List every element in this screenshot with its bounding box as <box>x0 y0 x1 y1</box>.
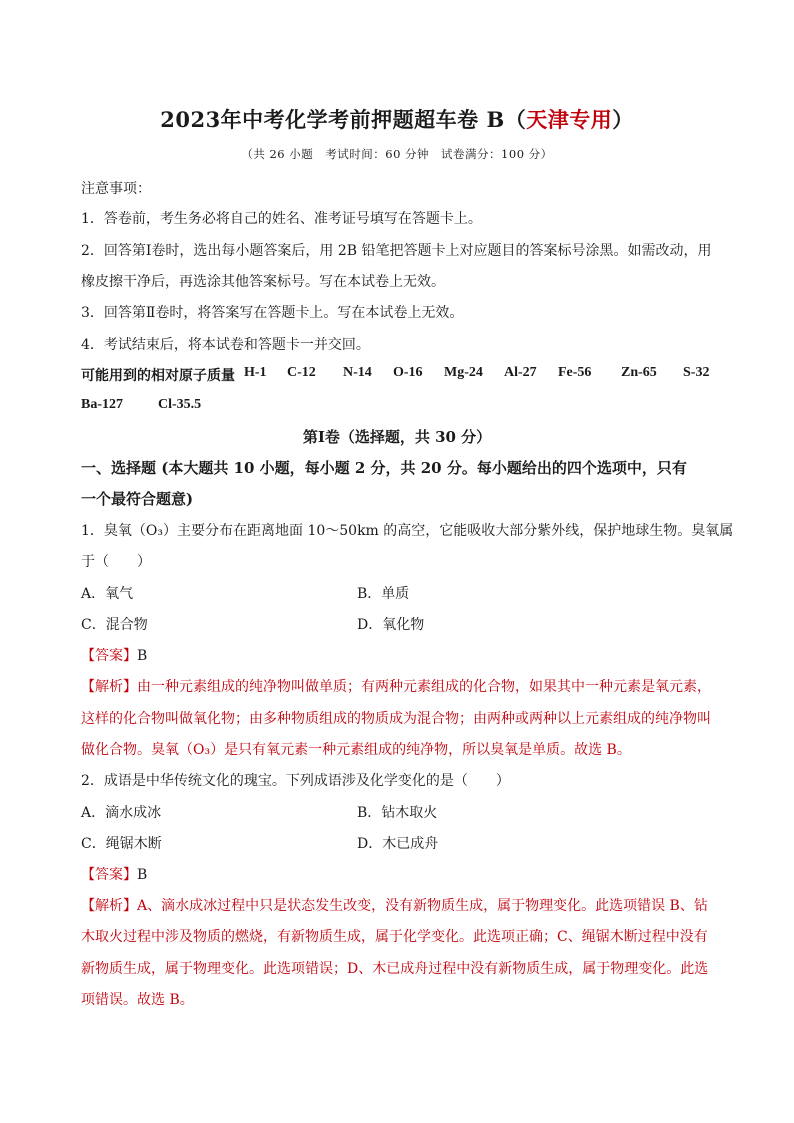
notice-item: 1．答卷前，考生务必将自己的姓名、准考证号填写在答题卡上。 <box>81 211 482 227</box>
answer-value: B <box>137 648 148 664</box>
atomic-mass-item: Ba-127 <box>81 397 123 412</box>
option-d: D．氧化物 <box>357 617 425 633</box>
atomic-mass-item: O-16 <box>393 365 423 380</box>
analysis-label: 【解析】 <box>81 679 137 695</box>
option-d: D．木已成舟 <box>357 836 439 852</box>
notice-item: 4．考试结束后，将本试卷和答题卡一并交回。 <box>81 337 370 353</box>
section-heading: 一、选择题 (本大题共 10 小题，每小题 2 分，共 20 分。每小题给出的四个选项中，只有 <box>81 459 687 477</box>
analysis-text: 木取火过程中涉及物质的燃烧，有新物质生成，属于化学变化。此选项正确；C、绳锯木断过程中没有 <box>81 929 708 945</box>
atomic-mass-label: 可能用到的相对原子质量 <box>81 369 235 384</box>
title-main: 2023年中考化学考前押题超车卷 B（ <box>160 107 527 132</box>
answer <box>81 864 147 884</box>
title-close: ） <box>612 107 634 132</box>
atomic-mass-row <box>0 365 794 385</box>
analysis <box>81 895 708 915</box>
atomic-mass-item: H-1 <box>244 365 267 380</box>
analysis-text: 项错误。故选 B。 <box>81 992 194 1008</box>
analysis-label: 【解析】 <box>81 898 137 914</box>
analysis-text: 由一种元素组成的纯净物叫做单质；有两种元素组成的化合物，如果其中一种元素是氧元素， <box>137 679 711 695</box>
exam-info: （共 26 小题 考试时间：60 分钟 试卷满分：100 分） <box>241 147 553 161</box>
section-heading-cont: 一个最符合题意) <box>81 490 194 508</box>
title-region: 天津专用 <box>526 107 613 132</box>
notice-heading: 注意事项： <box>81 181 151 197</box>
question-stem: 2．成语是中华传统文化的瑰宝。下列成语涉及化学变化的是（ ） <box>81 773 510 789</box>
option-c: C．混合物 <box>81 617 148 633</box>
option-a: A．氧气 <box>81 586 134 602</box>
option-b: B．钻木取火 <box>357 805 438 821</box>
answer <box>81 645 147 665</box>
notice-item: 3．回答第Ⅱ卷时，将答案写在答题卡上。写在本试卷上无效。 <box>81 305 464 321</box>
atomic-mass-item: Mg-24 <box>444 365 483 380</box>
atomic-mass-item: Fe-56 <box>558 365 592 380</box>
question-stem-cont: 于（ ） <box>81 554 151 570</box>
document-title <box>0 104 794 134</box>
part-title: 第Ⅰ卷（选择题，共 30 分） <box>302 428 492 446</box>
answer-label: 【答案】 <box>81 648 137 664</box>
notice-item: 橡皮擦干净后，再选涂其他答案标号。写在本试卷上无效。 <box>81 274 445 290</box>
atomic-mass-item: Al-27 <box>504 365 537 380</box>
atomic-mass-item: S-32 <box>683 365 710 380</box>
atomic-mass-row <box>0 397 794 417</box>
analysis <box>81 676 711 696</box>
option-b: B．单质 <box>357 586 410 602</box>
analysis-text: 做化合物。臭氧（O₃）是只有氧元素一种元素组成的纯净物，所以臭氧是单质。故选 B。 <box>81 742 631 758</box>
analysis-text: 这样的化合物叫做氧化物；由多种物质组成的物质成为混合物；由两种或两种以上元素组成的纯净物叫 <box>81 711 711 727</box>
option-a: A．滴水成冰 <box>81 805 162 821</box>
answer-label: 【答案】 <box>81 867 137 883</box>
answer-value: B <box>137 867 148 883</box>
atomic-mass-item: N-14 <box>343 365 372 380</box>
analysis-text: 新物质生成，属于物理变化。此选项错误；D、木已成舟过程中没有新物质生成，属于物理变化。此选 <box>81 961 709 977</box>
option-c: C．绳锯木断 <box>81 836 162 852</box>
atomic-mass-item: C-12 <box>287 365 316 380</box>
atomic-mass-item: Zn-65 <box>621 365 657 380</box>
question-stem: 1．臭氧（O₃）主要分布在距离地面 10～50km 的高空，它能吸收大部分紫外线，保护地球生物。臭氧属 <box>81 523 734 539</box>
notice-item: 2．回答第Ⅰ卷时，选出每小题答案后，用 2B 铅笔把答题卡上对应题目的答案标号涂黑。如需改动，用 <box>81 243 712 259</box>
atomic-mass-item: Cl-35.5 <box>158 397 202 412</box>
analysis-text: A、滴水成冰过程中只是状态发生改变，没有新物质生成，属于物理变化。此选项错误 B、钻 <box>137 898 708 914</box>
